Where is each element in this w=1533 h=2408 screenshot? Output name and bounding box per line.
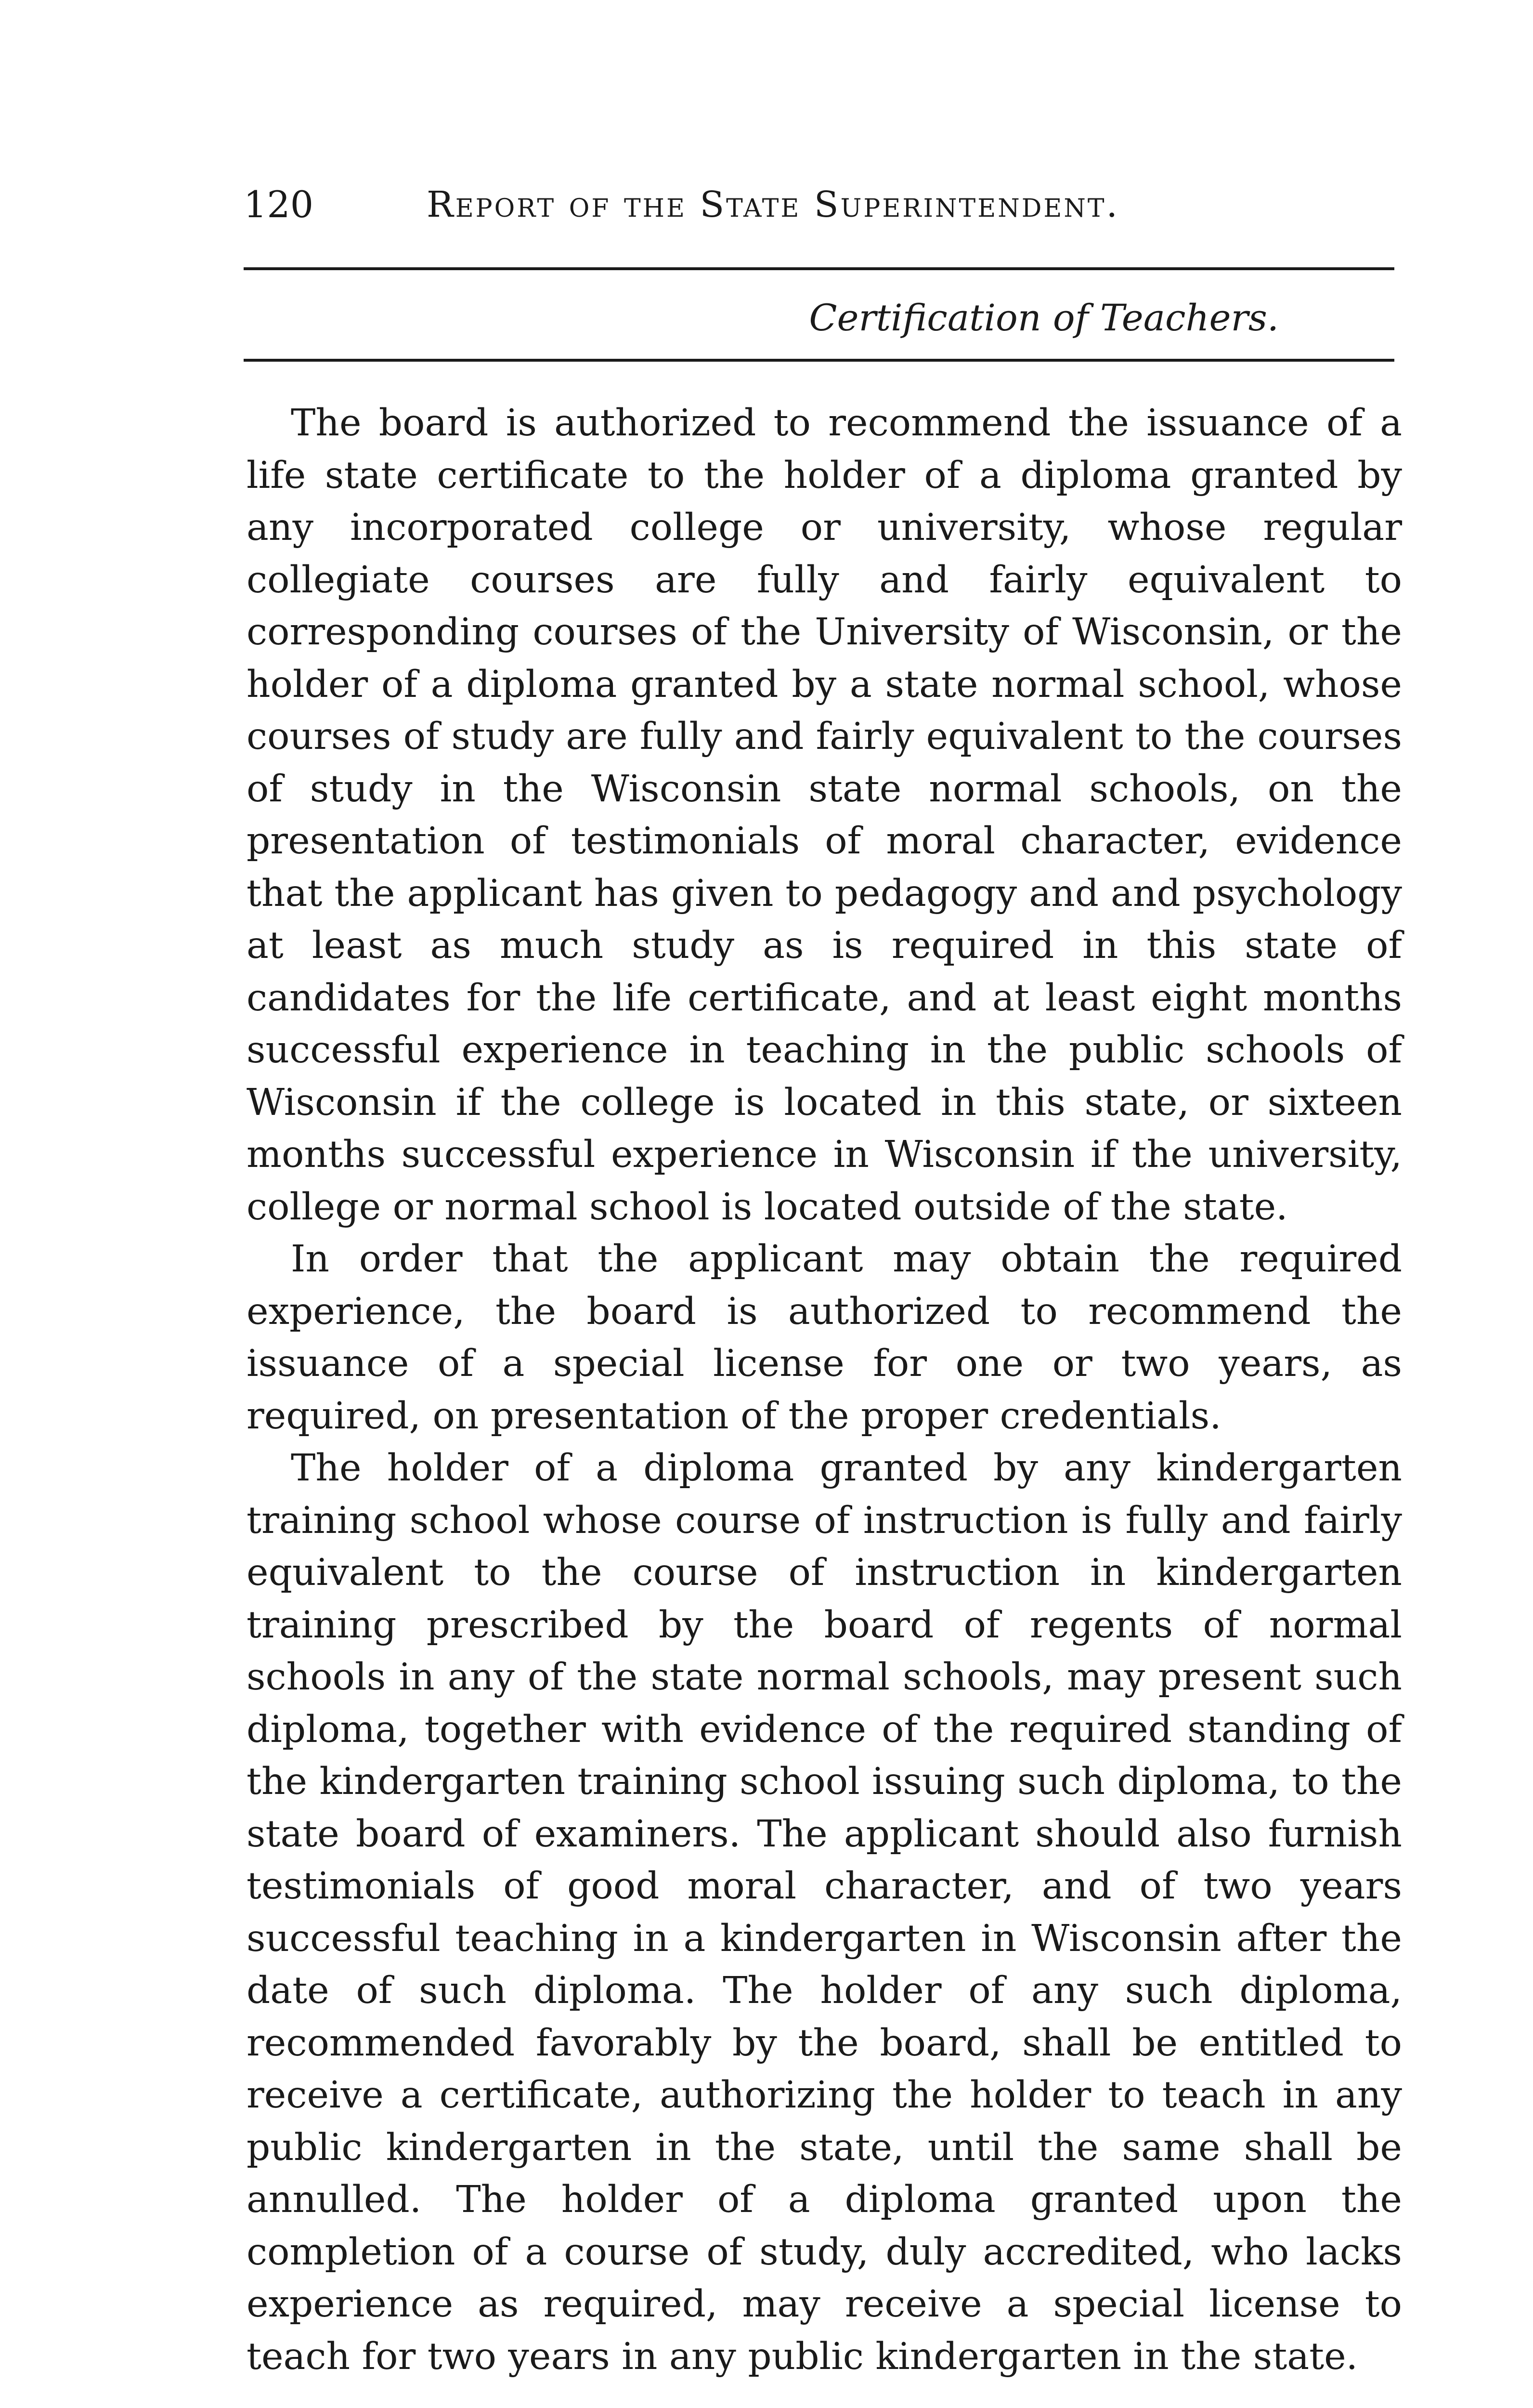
section-title: Certification of Teachers. <box>809 296 1279 339</box>
paragraph-special-license: In order that the applicant may obtain the required experience, the board is authorized to recommend the issuance of a special license for one or two years, as required, on presentation of the proper credentials. <box>247 1238 1402 1438</box>
running-head: Report of the State Superintendent. <box>427 184 1120 225</box>
paragraph-kindergarten: The holder of a diploma granted by any kindergarten training school whose course of instruction is fully and fairly equivalent to the course of instruction in kindergarten training prescribed by the board of regents of normal schools in any of the state normal schools, may present such diploma, together with evidence of the required standing of the kindergarten training school issuing such diploma, to the state board of examiners. The applicant should also furnish testimonials of good moral character, and of two years successful teaching in a kindergarten in Wisconsin after the date of such diploma. The holder of any such diploma, recommended favorably by the board, shall be entitled to receive a certificate, authorizing the holder to teach in any public kindergarten in the state, until the same shall be annulled. The holder of a diploma granted upon the completion of a course of study, duly accredited, who lacks experience as required, may receive a special license to teach for two years in any public kindergarten in the state. <box>247 1447 1402 2378</box>
bottom-rule <box>244 359 1394 362</box>
body-text <box>247 397 1402 2383</box>
top-rule <box>244 267 1394 270</box>
page-number: 120 <box>244 183 314 226</box>
page-header <box>244 178 1394 231</box>
paragraph-life-certificate: The board is authorized to recommend the issuance of a life state certificate to the holder of a diploma granted by any incorporated college or university, whose regular collegiate courses are fully and fairly equivalent to corresponding courses of the University of Wisconsin, or the holder of a diploma granted by a state normal school, whose courses of study are fully and fairly equivalent to the courses of study in the Wisconsin state normal schools, on the presentation of testimonials of moral character, evidence that the applicant has given to pedagogy and and psychology at least as much study as is required in this state of candidates for the life certificate, and at least eight months successful experience in teaching in the public schools of Wisconsin if the college is located in this state, or sixteen months successful experience in Wisconsin if the university, college or normal school is located outside of the state. <box>247 402 1402 1229</box>
